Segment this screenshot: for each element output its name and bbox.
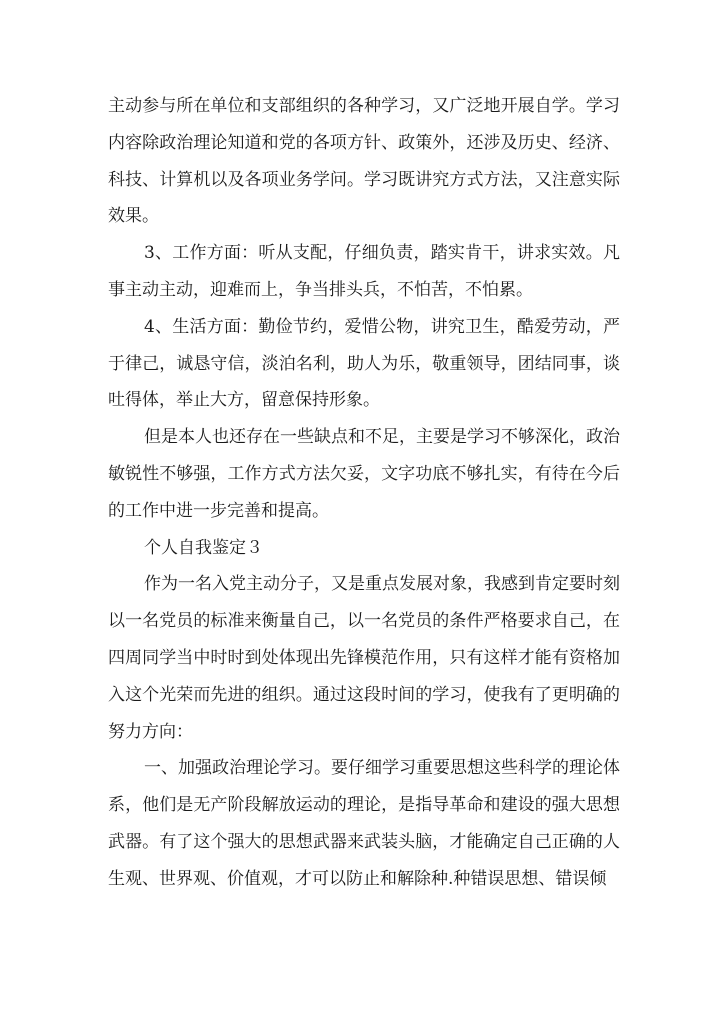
paragraph-work-aspect: 3、工作方面：听从支配，仔细负责，踏实肯干，讲求实效。凡事主动主动，迎难而上，争当排头兵，不怕苦，不怕累。 (108, 243, 620, 300)
paragraph-study-continued: 主动参与所在单位和支部组织的各种学习，又广泛地开展自学。学习内容除政治理论知道和党的各项方针、政策外，还涉及历史、经济、科技、计算机以及各项业务学问。学习既讲究方式方法，又注意实际效果。 (108, 96, 620, 227)
paragraph-intro: 作为一名入党主动分子，又是重点发展对象，我感到肯定要时刻以一名党员的标准来衡量自己，以一名党员的条件严格要求自己，在四周同学当中时时到处体现出先锋模范作用，只有这样才能有资格加入这个光荣而先进的组织。通过这段时间的学习，使我有了更明确的努力方向： (108, 574, 620, 742)
section-heading: 个人自我鉴定３ (144, 537, 263, 558)
paragraph-shortcomings: 但是本人也还存在一些缺点和不足，主要是学习不够深化，政治敏锐性不够强，工作方式方法欠妥，文字功底不够扎实，有待在今后的工作中进一步完善和提高。 (108, 427, 620, 521)
paragraph-life-aspect: 4、生活方面：勤俭节约，爱惜公物，讲究卫生，酷爱劳动，严于律己，诚恳守信，淡泊名利，助人为乐，敬重领导，团结同事，谈吐得体，举止大方，留意保持形象。 (108, 316, 620, 411)
document-body (108, 88, 620, 898)
paragraph-political-study: 一、加强政治理论学习。要仔细学习重要思想这些科学的理论体系，他们是无产阶段解放运动的理论，是指导革命和建设的强大思想武器。有了这个强大的思想武器来武装头脑，才能确定自己正确的人生观、世界观、价值观，才可以防止和解除种.种错误思想、错误倾 (108, 758, 620, 889)
